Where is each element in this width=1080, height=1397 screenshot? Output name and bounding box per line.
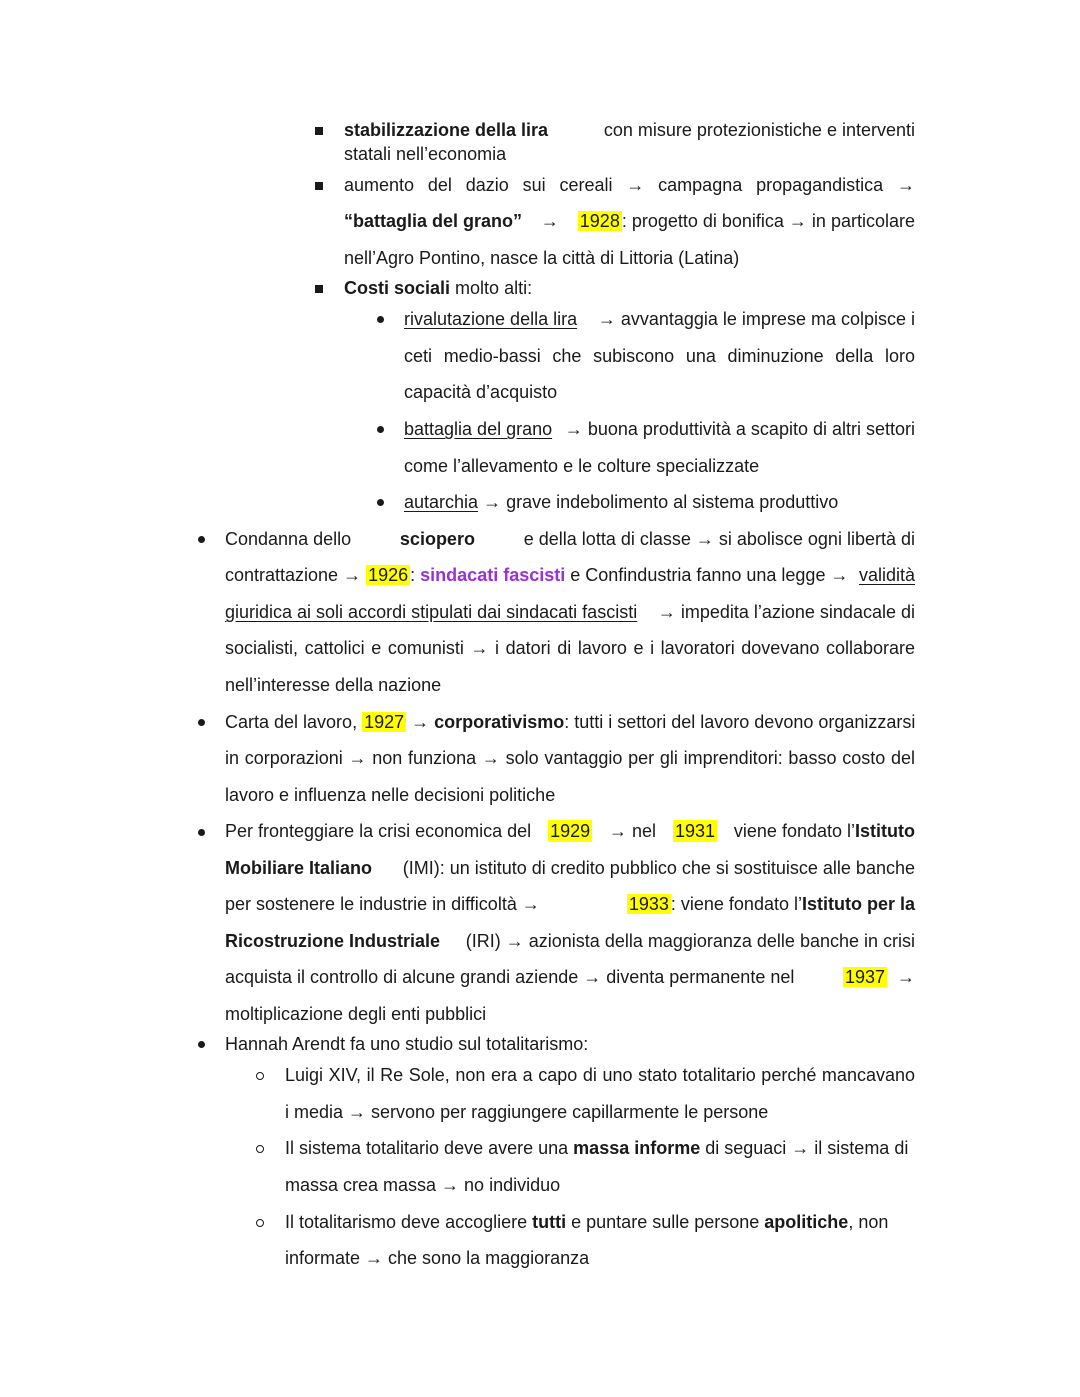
text-line: massa crea massa → no individuo — [285, 1175, 561, 1195]
text: con misure protezionistiche e interventi — [603, 120, 915, 140]
text-line: in corporazioni → non funziona → solo vantaggio per gli imprenditori: basso costo del — [225, 748, 915, 768]
text: di seguaci → il sistema di — [705, 1138, 909, 1158]
circle-bullet-icon — [256, 1219, 264, 1227]
underlined-text: autarchia — [404, 492, 479, 512]
bold-text: apolitiche — [764, 1212, 849, 1232]
highlighted-year: 1933 — [628, 894, 669, 914]
text: contrattazione → — [225, 565, 362, 585]
text-line: informate → che sono la maggioranza — [285, 1248, 590, 1268]
highlighted-year: 1928 — [579, 211, 620, 231]
text-line: moltiplicazione degli enti pubblici — [225, 1004, 487, 1024]
dot-bullet-icon — [198, 719, 205, 726]
dot-bullet-icon — [198, 536, 205, 543]
text: : progetto di bonifica → in particolare — [621, 211, 915, 231]
underlined-text: giuridica ai soli accordi stipulati dai sindacati fascisti — [225, 602, 638, 622]
text-line: statali nell’economia — [344, 144, 507, 164]
bold-text: corporativismo — [434, 712, 565, 732]
square-bullet-icon — [315, 127, 323, 135]
text: → impedita l’azione sindacale di — [657, 602, 915, 622]
text-line: capacità d’acquisto — [404, 382, 558, 402]
text: , non — [848, 1212, 889, 1232]
arrow-text: → — [540, 211, 559, 231]
text-line: Luigi XIV, il Re Sole, non era a capo di uno stato totalitario perché mancavano — [285, 1065, 915, 1085]
bold-text: stabilizzazione della lira — [344, 120, 549, 140]
bold-text: massa informe — [573, 1138, 701, 1158]
bold-text: Mobiliare Italiano — [225, 858, 373, 878]
text: (IMI): un istituto di credito pubblico che si sostituisce alle banche — [402, 858, 915, 878]
text: per sostenere le industrie in difficoltà → — [225, 894, 540, 914]
text-line: lavoro e influenza nelle decisioni politiche — [225, 785, 556, 805]
underlined-text: battaglia del grano — [404, 419, 553, 439]
square-bullet-icon — [315, 285, 323, 293]
text: : viene fondato l’ — [670, 894, 802, 914]
highlighted-year: 1931 — [674, 821, 715, 841]
arrow-text: → — [411, 712, 430, 732]
text-line: socialisti, cattolici e comunisti → i datori di lavoro e i lavoratori dovevano collaborare — [225, 638, 915, 658]
circle-bullet-icon — [256, 1145, 264, 1153]
dot-bullet-icon — [198, 1041, 205, 1048]
text-line: Hannah Arendt fa uno studio sul totalitarismo: — [225, 1034, 589, 1054]
text-line: ceti medio-bassi che subiscono una diminuzione della loro — [404, 346, 915, 366]
text-line: i media → servono per raggiungere capillarmente le persone — [285, 1102, 769, 1122]
text: e della lotta di classe → si abolisce ogni libertà di — [523, 529, 915, 549]
circle-bullet-icon — [256, 1072, 264, 1080]
text: e Confindustria fanno una legge → — [570, 565, 849, 585]
text-line: nell’Agro Pontino, nasce la città di Littoria (Latina) — [344, 248, 740, 268]
text: (IRI) → azionista della maggioranza delle banche in crisi — [465, 931, 915, 951]
text: e puntare sulle persone — [571, 1212, 760, 1232]
purple-bold-text: sindacati fascisti — [420, 565, 566, 585]
text: molto alti: — [455, 278, 533, 298]
text: Il totalitarismo deve accogliere — [285, 1212, 528, 1232]
bold-text: sciopero — [399, 529, 475, 549]
highlighted-year: 1937 — [844, 967, 885, 987]
text: → avvantaggia le imprese ma colpisce i — [597, 309, 915, 329]
text-line: come l’allevamento e le colture specializzate — [404, 456, 760, 476]
square-bullet-icon — [315, 182, 323, 190]
bold-text: Ricostruzione Industriale — [225, 931, 441, 951]
bold-text: Costi sociali — [344, 278, 451, 298]
text: : — [410, 565, 416, 585]
text: Carta del lavoro, — [225, 712, 358, 732]
highlighted-year: 1927 — [364, 712, 405, 732]
text: → nel — [609, 821, 657, 841]
text: Il sistema totalitario deve avere una — [285, 1138, 569, 1158]
text: → buona produttività a scapito di altri settori — [564, 419, 915, 439]
bold-text: tutti — [532, 1212, 567, 1232]
dot-bullet-icon — [377, 426, 384, 433]
dot-bullet-icon — [377, 316, 384, 323]
text: acquista il controllo di alcune grandi aziende → diventa permanente nel — [225, 967, 795, 987]
text: viene fondato l’ — [733, 821, 855, 841]
underlined-text: validità — [858, 565, 915, 585]
text: Per fronteggiare la crisi economica del — [225, 821, 532, 841]
dot-bullet-icon — [198, 829, 205, 836]
text-line: aumento del dazio sui cereali → campagna propagandistica → — [344, 175, 915, 195]
bold-text: Istituto — [855, 821, 915, 841]
text: → grave indebolimento al sistema produttivo — [483, 492, 839, 512]
text: Condanna dello — [225, 529, 352, 549]
bold-text: “battaglia del grano” — [344, 211, 523, 231]
text-line: nell’interesse della nazione — [225, 675, 442, 695]
highlighted-year: 1926 — [368, 565, 409, 585]
highlighted-year: 1929 — [550, 821, 591, 841]
bold-text: Istituto per la — [801, 894, 915, 914]
underlined-text: rivalutazione della lira — [404, 309, 578, 329]
dot-bullet-icon — [377, 499, 384, 506]
text: : tutti i settori del lavoro devono organizzarsi — [564, 712, 916, 732]
arrow-text: → — [897, 967, 915, 987]
